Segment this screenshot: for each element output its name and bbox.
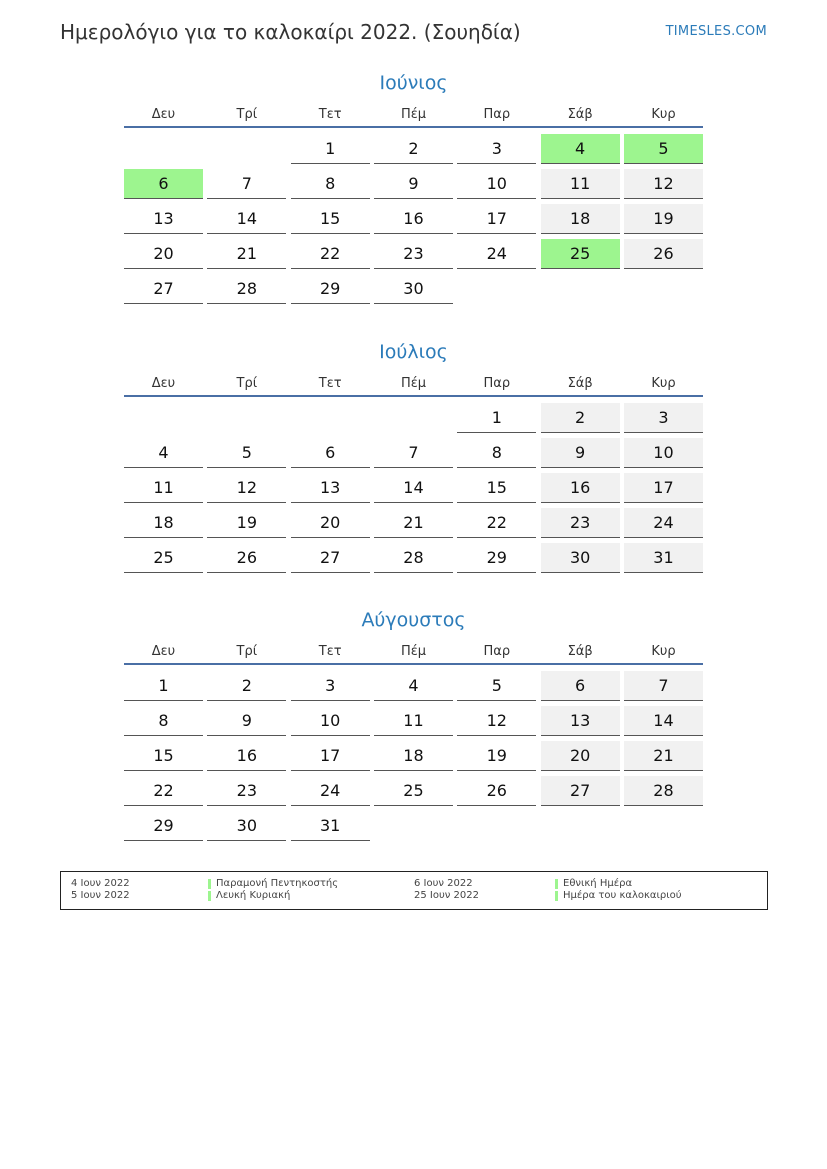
weekday-label: Κυρ [651,107,676,122]
month-august [124,607,703,841]
day-cell: 17 [624,473,703,503]
day-cell: 21 [624,741,703,771]
weekday-label: Τετ [318,376,342,391]
day-cell: 5 [457,671,536,701]
day-cell: 24 [457,239,536,269]
day-cell: 30 [541,543,620,573]
day-cell: 28 [374,543,453,573]
day-cell: 27 [124,274,203,304]
day-grid [124,671,703,841]
weekday-label: Τρί [236,107,258,122]
day-cell: 11 [374,706,453,736]
legend-date: 25 Ιουν 2022 [414,890,479,901]
day-cell: 11 [541,169,620,199]
day-cell: 31 [624,543,703,573]
day-cell: 25 [541,239,620,269]
day-cell: 20 [124,239,203,269]
day-cell: 9 [207,706,286,736]
weekday-label: Κυρ [651,644,676,659]
day-cell: 24 [624,508,703,538]
day-cell: 24 [291,776,370,806]
weekday-header [124,373,703,397]
day-cell: 15 [291,204,370,234]
empty-cell [291,403,370,433]
day-cell: 26 [624,239,703,269]
holiday-marker [555,891,558,901]
day-cell: 7 [624,671,703,701]
weekday-header [124,641,703,665]
month-title: Αύγουστος [361,609,466,631]
day-cell: 19 [624,204,703,234]
day-cell: 3 [624,403,703,433]
day-cell: 27 [541,776,620,806]
day-cell: 22 [457,508,536,538]
day-cell: 21 [374,508,453,538]
day-cell: 12 [457,706,536,736]
day-cell: 29 [291,274,370,304]
day-cell: 1 [124,671,203,701]
day-cell: 25 [374,776,453,806]
legend-date: 4 Ιουν 2022 [71,878,130,889]
day-cell: 23 [541,508,620,538]
day-cell: 7 [207,169,286,199]
day-cell: 7 [374,438,453,468]
day-cell: 16 [207,741,286,771]
day-grid [124,403,703,573]
legend-holiday-name: Λευκή Κυριακή [216,890,291,901]
day-cell: 31 [291,811,370,841]
weekday-label: Τετ [318,107,342,122]
day-cell: 29 [457,543,536,573]
day-cell: 20 [291,508,370,538]
legend-date: 5 Ιουν 2022 [71,890,130,901]
day-cell: 14 [624,706,703,736]
day-cell: 15 [124,741,203,771]
day-cell: 20 [541,741,620,771]
day-cell: 16 [374,204,453,234]
day-cell: 6 [291,438,370,468]
day-cell: 4 [541,134,620,164]
day-cell: 23 [207,776,286,806]
day-cell: 3 [291,671,370,701]
day-cell: 11 [124,473,203,503]
day-cell: 26 [207,543,286,573]
day-cell: 5 [207,438,286,468]
day-cell: 23 [374,239,453,269]
day-cell: 6 [124,169,203,199]
day-cell: 9 [541,438,620,468]
weekday-label: Πέμ [400,376,427,391]
weekday-label: Παρ [483,644,511,659]
weekday-label: Κυρ [651,376,676,391]
day-cell: 30 [207,811,286,841]
day-cell: 8 [457,438,536,468]
weekday-label: Παρ [483,376,511,391]
day-cell: 18 [541,204,620,234]
brand-link[interactable]: TIMESLES.COM [665,24,767,39]
day-cell: 10 [291,706,370,736]
day-cell: 2 [541,403,620,433]
day-cell: 28 [624,776,703,806]
day-cell: 2 [207,671,286,701]
day-cell: 2 [374,134,453,164]
day-cell: 17 [291,741,370,771]
day-cell: 19 [457,741,536,771]
empty-cell [207,403,286,433]
day-cell: 18 [124,508,203,538]
day-cell: 12 [207,473,286,503]
day-cell: 30 [374,274,453,304]
day-cell: 10 [624,438,703,468]
day-cell: 25 [124,543,203,573]
month-july [124,339,703,573]
day-cell: 6 [541,671,620,701]
day-cell: 4 [374,671,453,701]
empty-cell [124,134,203,164]
day-cell: 8 [124,706,203,736]
holiday-marker [555,879,558,889]
day-cell: 4 [124,438,203,468]
legend-date: 6 Ιουν 2022 [414,878,473,889]
weekday-header [124,104,703,128]
weekday-label: Δευ [151,107,176,122]
month-title: Ιούνιος [379,72,448,94]
holiday-marker [208,879,211,889]
day-cell: 14 [374,473,453,503]
weekday-label: Τρί [236,644,258,659]
day-cell: 1 [291,134,370,164]
weekday-label: Δευ [151,644,176,659]
day-cell: 28 [207,274,286,304]
legend-holiday-name: Ημέρα του καλοκαιριού [563,890,682,901]
weekday-label: Τετ [318,644,342,659]
day-cell: 10 [457,169,536,199]
day-cell: 27 [291,543,370,573]
day-cell: 18 [374,741,453,771]
day-cell: 26 [457,776,536,806]
day-cell: 12 [624,169,703,199]
legend-holiday-name: Εθνική Ημέρα [563,878,633,889]
day-grid [124,134,703,304]
empty-cell [374,403,453,433]
day-cell: 5 [624,134,703,164]
empty-cell [124,403,203,433]
day-cell: 29 [124,811,203,841]
day-cell: 15 [457,473,536,503]
day-cell: 9 [374,169,453,199]
day-cell: 22 [291,239,370,269]
day-cell: 8 [291,169,370,199]
day-cell: 19 [207,508,286,538]
holiday-legend [60,871,768,910]
holiday-marker [208,891,211,901]
legend-holiday-name: Παραμονή Πεντηκοστής [216,878,339,889]
day-cell: 13 [541,706,620,736]
day-cell: 13 [291,473,370,503]
day-cell: 16 [541,473,620,503]
weekday-label: Παρ [483,107,511,122]
day-cell: 22 [124,776,203,806]
empty-cell [207,134,286,164]
month-title: Ιούλιος [379,341,448,363]
day-cell: 13 [124,204,203,234]
weekday-label: Δευ [151,376,176,391]
day-cell: 14 [207,204,286,234]
weekday-label: Τρί [236,376,258,391]
weekday-label: Σάβ [567,644,593,659]
weekday-label: Πέμ [400,107,427,122]
day-cell: 17 [457,204,536,234]
weekday-label: Σάβ [567,107,593,122]
month-june [124,70,703,304]
weekday-label: Πέμ [400,644,427,659]
day-cell: 21 [207,239,286,269]
day-cell: 3 [457,134,536,164]
weekday-label: Σάβ [567,376,593,391]
page-title: Ημερολόγιο για το καλοκαίρι 2022. (Σουηδία) [60,20,521,44]
day-cell: 1 [457,403,536,433]
